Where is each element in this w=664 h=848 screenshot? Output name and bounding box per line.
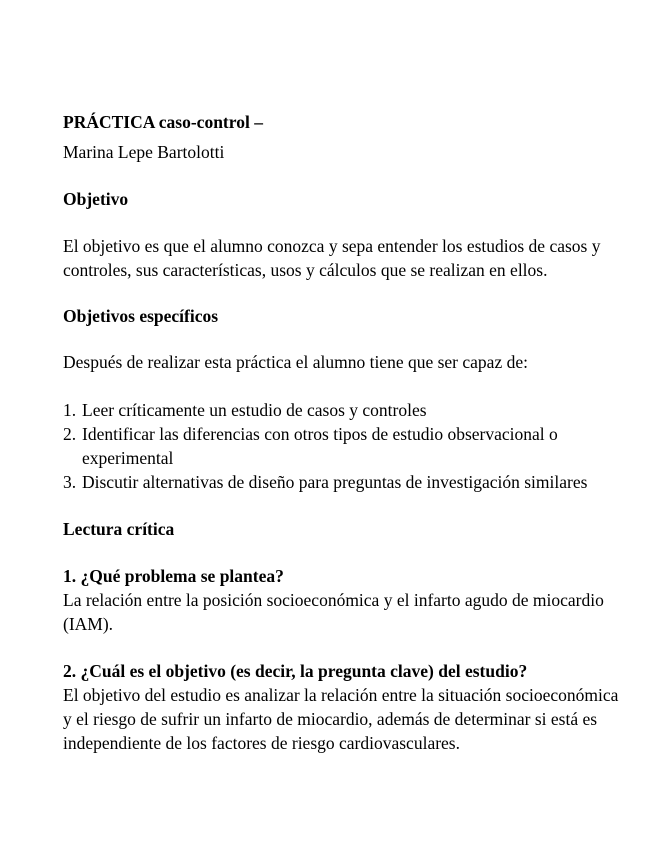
specific-objectives-intro: Después de realizar esta práctica el alumno tiene que ser capaz de: bbox=[63, 352, 528, 372]
list-item bbox=[63, 422, 623, 470]
list-item-number: 2. bbox=[63, 424, 77, 444]
list-item-number: 3. bbox=[63, 472, 77, 492]
list-item-text: Discutir alternativas de diseño para preguntas de investigación similares bbox=[82, 472, 588, 492]
answer-text: El objetivo del estudio es analizar la relación entre la situación socioeconómica y el riesgo de sufrir un infarto de miocardio, además de determinar si está es independiente de los factores de riesgo cardiovasculares. bbox=[63, 685, 619, 753]
document-title: PRÁCTICA caso-control – bbox=[63, 112, 263, 132]
list-item-text: Identificar las diferencias con otros tipos de estudio observacional o experimental bbox=[82, 424, 558, 468]
specific-objectives-heading: Objetivos específicos bbox=[63, 306, 219, 326]
document-author: Marina Lepe Bartolotti bbox=[63, 142, 225, 162]
objective-text: El objetivo es que el alumno conozca y sepa entender los estudios de casos y controles, sus características, usos y cálculos que se realizan en ellos. bbox=[63, 236, 601, 280]
question-heading: 2. ¿Cuál es el objetivo (es decir, la pregunta clave) del estudio? bbox=[63, 661, 528, 681]
list-item bbox=[63, 470, 623, 494]
document-page bbox=[63, 110, 623, 755]
list-item-number: 1. bbox=[63, 400, 77, 420]
list-item bbox=[63, 398, 623, 422]
question-heading: 1. ¿Qué problema se plantea? bbox=[63, 566, 284, 586]
critical-reading-heading: Lectura crítica bbox=[63, 519, 175, 539]
answer-text: La relación entre la posición socioeconómica y el infarto agudo de miocardio (IAM). bbox=[63, 590, 604, 634]
objective-heading: Objetivo bbox=[63, 189, 129, 209]
list-item-text: Leer críticamente un estudio de casos y controles bbox=[82, 400, 427, 420]
specific-objectives-list bbox=[63, 398, 623, 494]
